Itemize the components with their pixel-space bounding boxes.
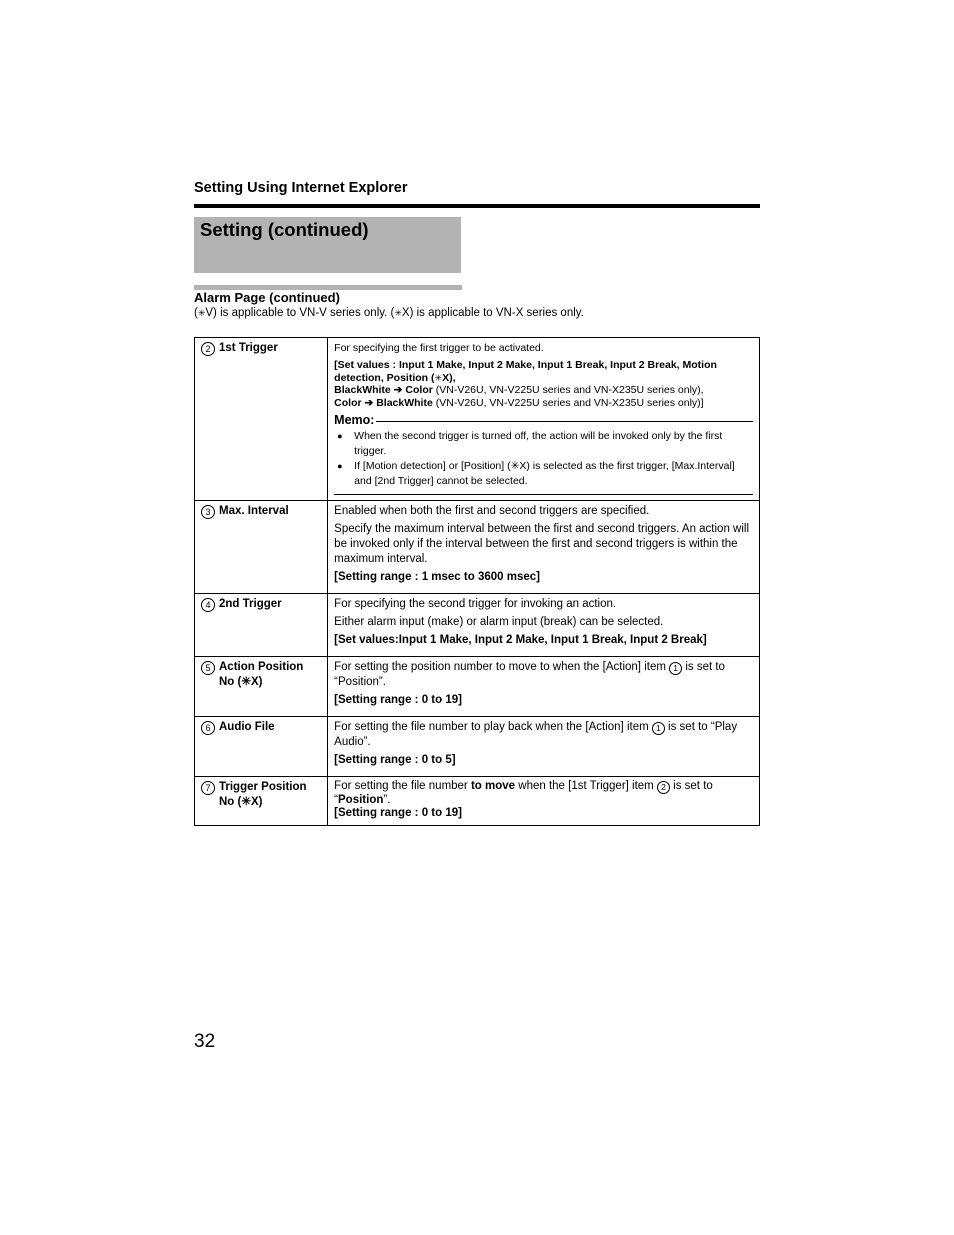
- row-label-text: 1st Trigger: [219, 342, 278, 354]
- note-part-2: X) is applicable to VN-X series only.: [401, 307, 584, 319]
- row-label-text-2: No (✳X): [219, 676, 263, 688]
- header-rule: [194, 204, 760, 208]
- row-label-text-2: No (✳X): [219, 796, 263, 808]
- row-description: [328, 777, 760, 826]
- memo-list: [334, 429, 753, 489]
- description-part: is set to “Position”.: [334, 661, 725, 688]
- bullet-icon: ●: [337, 461, 343, 471]
- circled-number-icon: 5: [201, 661, 215, 675]
- row-label: [195, 501, 328, 594]
- row-label: [195, 657, 328, 717]
- row-label-text: Action Position: [219, 661, 304, 673]
- blackwhite-to-color: BlackWhite ➔ Color: [334, 384, 433, 396]
- setting-range: [Setting range : 1 msec to 3600 msec]: [334, 571, 540, 583]
- color-note: (VN-V26U, VN-V225U series and VN-X235U series only)]: [432, 396, 704, 409]
- asterisk-icon: ✳: [434, 372, 443, 383]
- row-label-text: Max. Interval: [219, 505, 289, 517]
- memo-item-text: If [Motion detection] or [Position] (✳X) is selected as the first trigger, [Max.Interval] and [2nd Trigger] cannot be selected.: [354, 460, 735, 487]
- set-values: [334, 359, 753, 409]
- table-row: [195, 501, 760, 594]
- table-row: [195, 594, 760, 657]
- settings-table: [194, 337, 760, 826]
- asterisk-icon: ✳: [394, 308, 402, 318]
- table-row: [195, 338, 760, 501]
- memo-box: [334, 413, 753, 495]
- list-item: [334, 459, 753, 489]
- page-number: 32: [194, 1031, 216, 1052]
- color-to-blackwhite: Color ➔ BlackWhite: [334, 396, 433, 409]
- row-description: [328, 501, 760, 594]
- row-label: [195, 594, 328, 657]
- description-part: For setting the file number: [334, 780, 471, 792]
- description-text: Specify the maximum interval between the first and second triggers. An action will be invoked only if the interval between the first and second triggers is within the maximum interval.: [334, 523, 750, 565]
- description-part: For setting the position number to move to when the [Action] item: [334, 661, 670, 673]
- memo-rule: [376, 421, 753, 422]
- description-text: [334, 780, 753, 807]
- set-values-text: [Set values : Input 1 Make, Input 2 Make, Input 1 Break, Input 2 Break, Motion detection, Position (: [334, 359, 717, 384]
- description-text: [334, 660, 753, 690]
- note-part-1: V) is applicable to VN-V series only. (: [205, 307, 395, 319]
- description-bold: to move: [470, 780, 516, 792]
- row-description: [328, 717, 760, 777]
- table-row: [195, 717, 760, 777]
- circled-number-icon: 3: [201, 505, 215, 519]
- circled-number-icon: 1: [652, 722, 665, 735]
- series-note: [194, 307, 584, 319]
- description-text: Either alarm input (make) or alarm input (break) can be selected.: [334, 616, 664, 628]
- setting-range: [Setting range : 0 to 19]: [334, 694, 462, 706]
- description-part: For setting the file number to play back when the [Action] item: [334, 721, 652, 733]
- circled-number-icon: 2: [657, 781, 670, 794]
- circled-number-icon: 2: [201, 342, 215, 356]
- description-part: ”.: [383, 794, 391, 806]
- circled-number-icon: 6: [201, 721, 215, 735]
- description-text: For specifying the second trigger for invoking an action.: [334, 598, 617, 610]
- row-label-text: Audio File: [219, 721, 275, 733]
- row-description: [328, 657, 760, 717]
- subheading: Alarm Page (continued): [194, 290, 340, 305]
- circled-number-icon: 7: [201, 781, 215, 795]
- row-description: [328, 594, 760, 657]
- row-label: [195, 717, 328, 777]
- section-title: Setting (continued): [200, 219, 369, 240]
- row-description: [328, 338, 760, 501]
- section-title-box: [194, 217, 461, 273]
- setting-range: [Setting range : 0 to 5]: [334, 754, 456, 766]
- description-part: when the [1st Trigger] item: [515, 780, 657, 792]
- row-label-text: Trigger Position: [219, 781, 307, 793]
- asterisk-icon: ✳: [197, 308, 206, 318]
- memo-item-text: When the second trigger is turned off, the action will be invoked only by the first trigger.: [354, 430, 723, 457]
- running-header: Setting Using Internet Explorer: [194, 180, 408, 196]
- description-text: Enabled when both the first and second triggers are specified.: [334, 505, 650, 517]
- description-text: For specifying the first trigger to be activated.: [334, 342, 544, 354]
- description-bold: Position: [338, 794, 384, 806]
- table-row: [195, 777, 760, 826]
- memo-label: Memo:: [334, 413, 375, 427]
- row-label: [195, 338, 328, 501]
- list-item: [334, 429, 753, 459]
- table-row: [195, 657, 760, 717]
- description-text: [334, 720, 753, 750]
- note-open-paren: (: [194, 307, 198, 319]
- row-label-text: 2nd Trigger: [219, 598, 282, 610]
- setting-range: [Setting range : 0 to 19]: [334, 807, 462, 819]
- circled-number-icon: 4: [201, 598, 215, 612]
- description-part: is set to “: [334, 780, 713, 806]
- bullet-icon: ●: [337, 431, 343, 441]
- setting-range: [Set values:Input 1 Make, Input 2 Make, Input 1 Break, Input 2 Break]: [334, 634, 707, 646]
- description-part: is set to “Play Audio”.: [334, 721, 738, 748]
- row-label: [195, 777, 328, 826]
- blackwhite-note: (VN-V26U, VN-V225U series and VN-X235U series only),: [432, 384, 704, 396]
- circled-number-icon: 1: [669, 662, 682, 675]
- set-values-end: X),: [442, 371, 456, 384]
